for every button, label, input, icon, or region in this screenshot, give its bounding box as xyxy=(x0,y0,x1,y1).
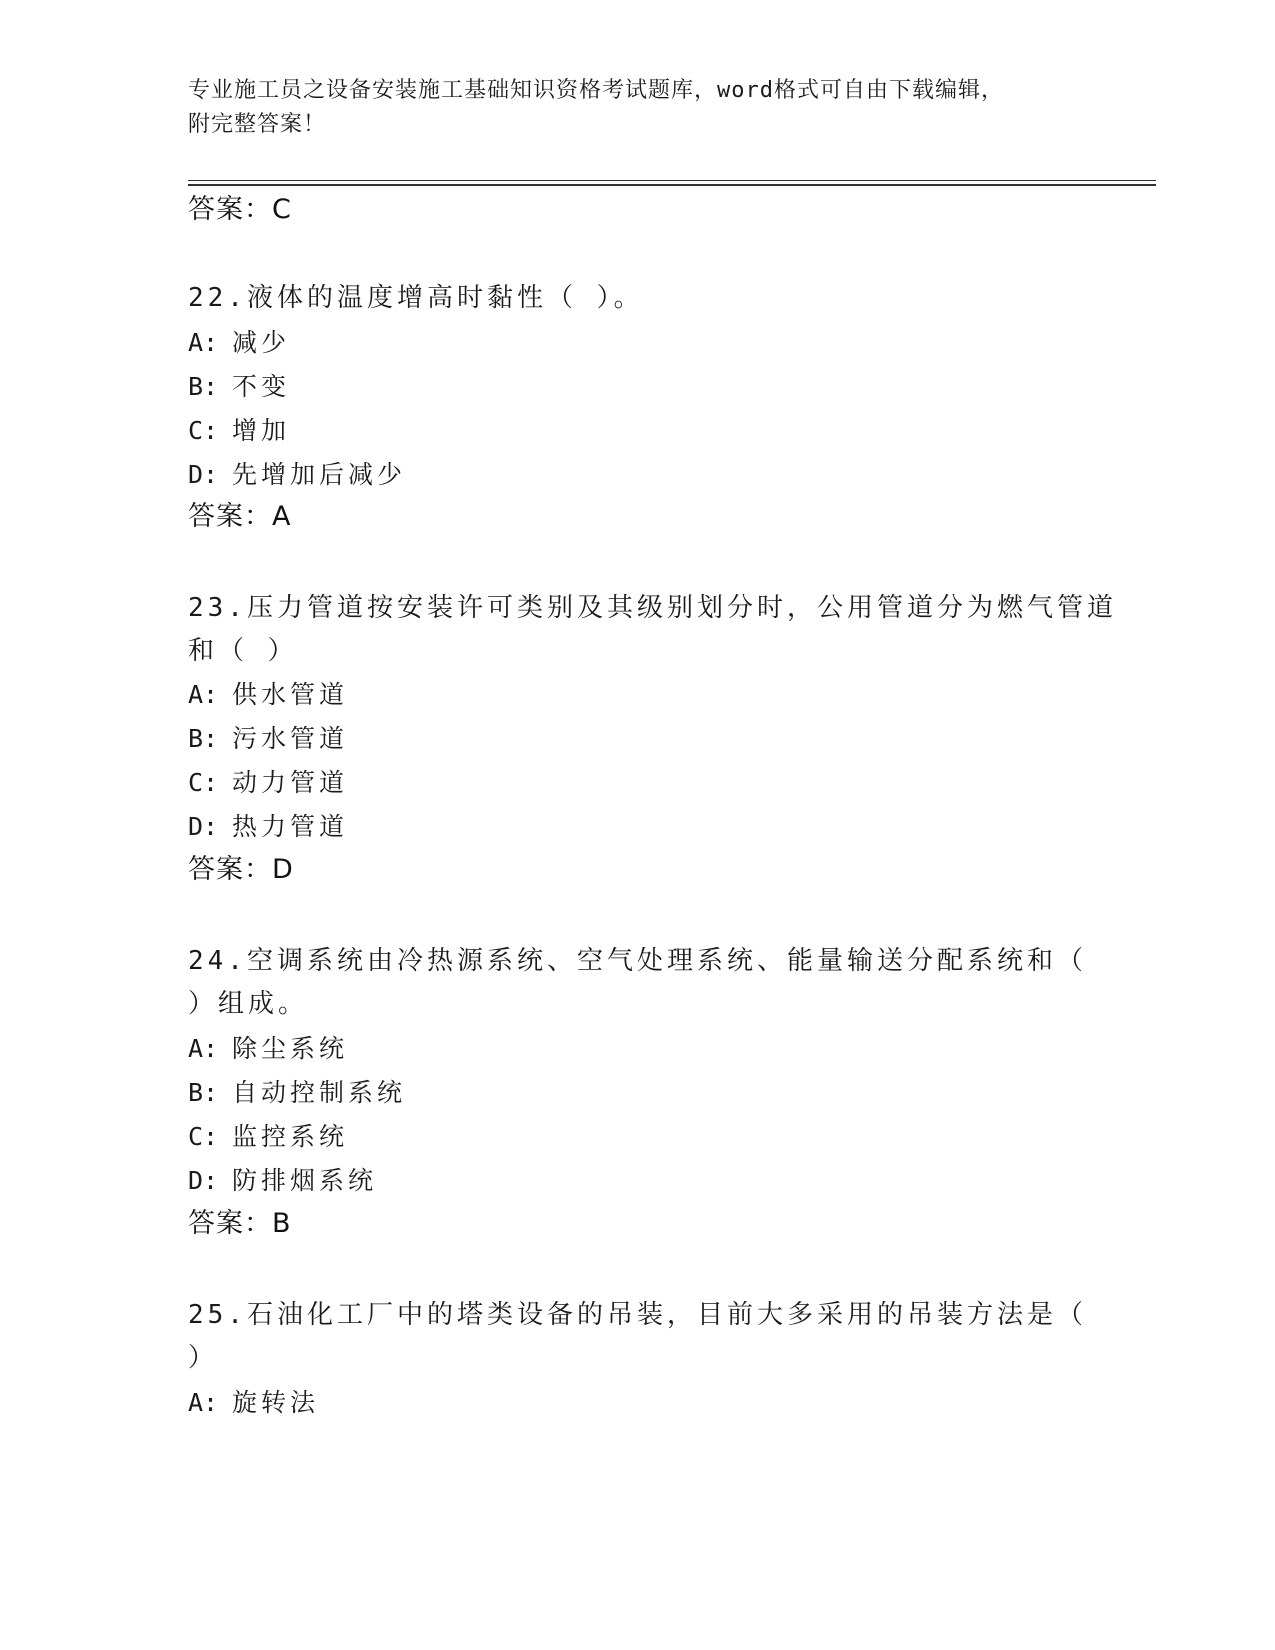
option-text: 防排烟系统 xyxy=(232,1166,378,1195)
question-23-option-b xyxy=(188,721,348,757)
option-text: 自动控制系统 xyxy=(232,1078,407,1107)
option-text: 除尘系统 xyxy=(232,1034,349,1063)
option-letter: C: xyxy=(188,416,219,445)
question-24-answer: 答案：B xyxy=(188,1208,292,1239)
option-letter: D: xyxy=(188,1166,219,1195)
option-text: 旋转法 xyxy=(232,1388,320,1417)
question-24-option-d xyxy=(188,1163,377,1199)
question-25-option-a xyxy=(188,1385,319,1421)
option-letter: A: xyxy=(188,328,219,357)
question-22-option-c xyxy=(188,413,290,449)
question-22-option-d xyxy=(188,457,406,493)
option-text: 不变 xyxy=(232,372,291,401)
header-divider-thin xyxy=(188,180,1156,181)
question-23-option-a xyxy=(188,677,348,713)
option-letter: D: xyxy=(188,460,219,489)
option-letter: A: xyxy=(188,680,219,709)
question-23-answer: 答案：D xyxy=(188,854,294,885)
option-text: 减少 xyxy=(232,328,291,357)
question-23-option-d xyxy=(188,809,348,845)
question-22-option-b xyxy=(188,369,290,405)
question-24-stem-line-2: ）组成。 xyxy=(188,989,309,1019)
question-24-stem-line-1: 24.空调系统由冷热源系统、空气处理系统、能量输送分配系统和（ xyxy=(188,946,1087,976)
option-letter: B: xyxy=(188,1078,219,1107)
option-letter: B: xyxy=(188,372,219,401)
question-23-stem-line-2: 和（ ） xyxy=(188,636,298,666)
question-24-option-b xyxy=(188,1075,406,1111)
question-25-stem-line-1: 25.石油化工厂中的塔类设备的吊装，目前大多采用的吊装方法是（ xyxy=(188,1300,1087,1330)
answer-previous: 答案：C xyxy=(188,194,292,225)
document-header xyxy=(188,74,1088,142)
option-letter: A: xyxy=(188,1034,219,1063)
question-25-stem-line-2: ） xyxy=(188,1343,219,1373)
option-text: 监控系统 xyxy=(232,1122,349,1151)
question-22-stem: 22.液体的温度增高时黏性（ ）。 xyxy=(188,283,644,313)
header-divider-thick xyxy=(188,184,1156,186)
header-line-2: 附完整答案！ xyxy=(188,112,327,137)
question-22-answer: 答案：A xyxy=(188,501,292,532)
option-text: 热力管道 xyxy=(232,812,349,841)
option-letter: B: xyxy=(188,724,219,753)
option-letter: A: xyxy=(188,1388,219,1417)
option-text: 污水管道 xyxy=(232,724,349,753)
option-letter: C: xyxy=(188,768,219,797)
option-text: 动力管道 xyxy=(232,768,349,797)
option-text: 供水管道 xyxy=(232,680,349,709)
option-letter: C: xyxy=(188,1122,219,1151)
option-text: 增加 xyxy=(232,416,291,445)
question-23-option-c xyxy=(188,765,348,801)
header-line-1: 专业施工员之设备安装施工基础知识资格考试题库，word格式可自由下载编辑， xyxy=(188,78,1004,103)
option-text: 先增加后减少 xyxy=(232,460,407,489)
question-24-option-c xyxy=(188,1119,348,1155)
question-22-option-a xyxy=(188,325,290,361)
option-letter: D: xyxy=(188,812,219,841)
question-23-stem-line-1: 23.压力管道按安装许可类别及其级别划分时，公用管道分为燃气管道 xyxy=(188,593,1117,623)
question-24-option-a xyxy=(188,1031,348,1067)
